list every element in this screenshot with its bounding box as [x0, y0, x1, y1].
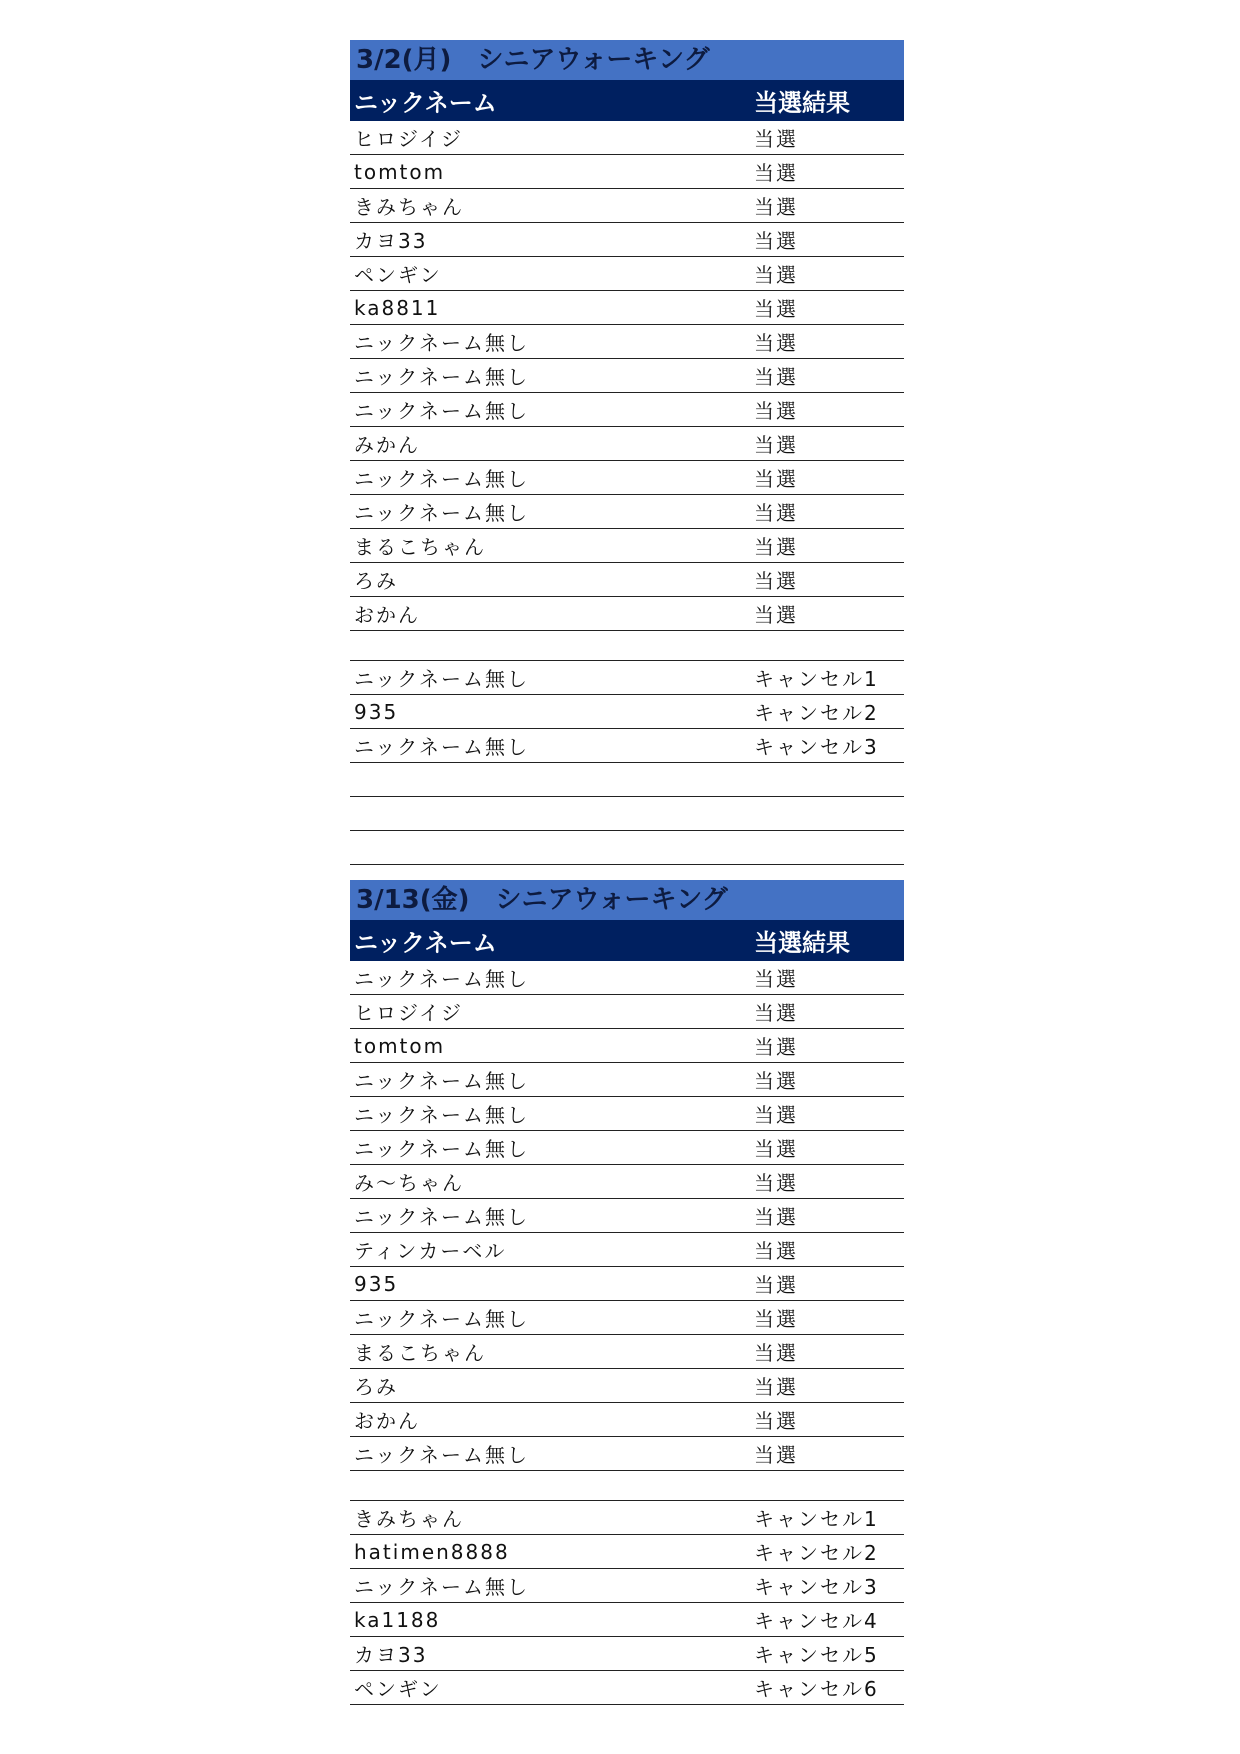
table-row — [350, 1569, 904, 1603]
result-cell: キャンセル1 — [754, 667, 879, 691]
header-nickname: ニックネーム — [354, 89, 497, 117]
nickname-cell: ニックネーム無し — [354, 1443, 529, 1467]
result-cell: 当選 — [754, 1069, 798, 1093]
nickname-cell: ニックネーム無し — [354, 501, 529, 525]
result-cell: 当選 — [754, 127, 798, 151]
winners-list — [350, 961, 904, 1471]
table-row — [350, 427, 904, 461]
nickname-cell: きみちゃん — [354, 1507, 464, 1531]
table-row — [350, 1369, 904, 1403]
result-cell: 当選 — [754, 1205, 798, 1229]
table-row — [350, 831, 904, 865]
table-row — [350, 1535, 904, 1569]
result-cell: 当選 — [754, 1375, 798, 1399]
nickname-cell: ろみ — [354, 1375, 398, 1399]
table-row — [350, 1437, 904, 1471]
nickname-cell: ペンギン — [354, 1677, 442, 1701]
result-cell: キャンセル1 — [754, 1507, 879, 1531]
table-row — [350, 563, 904, 597]
table-row — [350, 661, 904, 695]
header-result: 当選結果 — [754, 929, 850, 957]
result-cell: 当選 — [754, 161, 798, 185]
nickname-cell: カヨ33 — [354, 229, 428, 253]
nickname-cell: tomtom — [354, 159, 446, 184]
nickname-cell: ニックネーム無し — [354, 399, 529, 423]
table-row — [350, 1165, 904, 1199]
table-row — [350, 1603, 904, 1637]
table-row — [350, 1131, 904, 1165]
nickname-cell: ヒロジイジ — [354, 127, 463, 151]
result-cell: 当選 — [754, 263, 798, 287]
result-cell: 当選 — [754, 603, 798, 627]
table-row — [350, 1501, 904, 1535]
result-cell: 当選 — [754, 1307, 798, 1331]
result-cell: 当選 — [754, 1341, 798, 1365]
section-title: 3/13(金) シニアウォーキング — [350, 880, 904, 920]
result-cell: 当選 — [754, 331, 798, 355]
nickname-cell: tomtom — [354, 1033, 446, 1058]
waitlist-list — [350, 661, 904, 865]
table-row — [350, 1199, 904, 1233]
nickname-cell: ニックネーム無し — [354, 735, 529, 759]
nickname-cell: ヒロジイジ — [354, 1001, 463, 1025]
result-cell: 当選 — [754, 195, 798, 219]
lottery-section-mar13 — [350, 880, 904, 1705]
result-cell: キャンセル5 — [754, 1643, 879, 1667]
result-cell: 当選 — [754, 501, 798, 525]
waitlist-list — [350, 1501, 904, 1705]
nickname-cell: おかん — [354, 1409, 420, 1433]
table-row — [350, 729, 904, 763]
nickname-cell: きみちゃん — [354, 195, 464, 219]
table-row — [350, 1403, 904, 1437]
nickname-cell: ニックネーム無し — [354, 1069, 529, 1093]
table-header — [350, 80, 904, 121]
nickname-cell: ニックネーム無し — [354, 1103, 529, 1127]
nickname-cell: hatimen8888 — [354, 1539, 510, 1564]
table-row — [350, 1029, 904, 1063]
table-row — [350, 121, 904, 155]
nickname-cell: みかん — [354, 433, 420, 457]
nickname-cell: ka8811 — [354, 295, 441, 320]
table-row — [350, 695, 904, 729]
table-spacer — [350, 1471, 904, 1501]
nickname-cell: ニックネーム無し — [354, 1575, 529, 1599]
table-row — [350, 995, 904, 1029]
nickname-cell: 935 — [354, 699, 399, 724]
result-cell: 当選 — [754, 297, 798, 321]
table-row — [350, 1063, 904, 1097]
table-row — [350, 155, 904, 189]
nickname-cell: おかん — [354, 603, 420, 627]
table-row — [350, 529, 904, 563]
result-cell: 当選 — [754, 1409, 798, 1433]
table-row — [350, 189, 904, 223]
nickname-cell: み～ちゃん — [354, 1171, 464, 1195]
section-title: 3/2(月) シニアウォーキング — [350, 40, 904, 80]
table-row — [350, 291, 904, 325]
table-row — [350, 797, 904, 831]
nickname-cell: ろみ — [354, 569, 398, 593]
result-cell: 当選 — [754, 1443, 798, 1467]
nickname-cell: ニックネーム無し — [354, 967, 529, 991]
nickname-cell: ニックネーム無し — [354, 365, 529, 389]
table-row — [350, 1671, 904, 1705]
table-row — [350, 223, 904, 257]
table-row — [350, 1335, 904, 1369]
table-row — [350, 1637, 904, 1671]
nickname-cell: まるこちゃん — [354, 535, 486, 559]
nickname-cell: ニックネーム無し — [354, 467, 529, 491]
winners-list — [350, 121, 904, 631]
table-row — [350, 461, 904, 495]
table-row — [350, 763, 904, 797]
result-cell: 当選 — [754, 1171, 798, 1195]
result-cell: 当選 — [754, 433, 798, 457]
result-cell: 当選 — [754, 1035, 798, 1059]
table-spacer — [350, 631, 904, 661]
nickname-cell: 935 — [354, 1271, 399, 1296]
result-cell: 当選 — [754, 467, 798, 491]
result-cell: 当選 — [754, 1273, 798, 1297]
result-cell: 当選 — [754, 229, 798, 253]
nickname-cell: ka1188 — [354, 1607, 441, 1632]
nickname-cell: ニックネーム無し — [354, 667, 529, 691]
result-cell: キャンセル2 — [754, 1541, 879, 1565]
header-result: 当選結果 — [754, 89, 850, 117]
result-cell: 当選 — [754, 1103, 798, 1127]
table-row — [350, 325, 904, 359]
result-cell: キャンセル3 — [754, 1575, 879, 1599]
table-row — [350, 257, 904, 291]
table-row — [350, 393, 904, 427]
table-row — [350, 1233, 904, 1267]
result-cell: キャンセル2 — [754, 701, 879, 725]
nickname-cell: ペンギン — [354, 263, 442, 287]
table-row — [350, 1267, 904, 1301]
result-cell: 当選 — [754, 1239, 798, 1263]
result-cell: 当選 — [754, 967, 798, 991]
table-row — [350, 359, 904, 393]
table-row — [350, 1097, 904, 1131]
table-row — [350, 961, 904, 995]
table-row — [350, 597, 904, 631]
result-cell: 当選 — [754, 365, 798, 389]
result-cell: キャンセル3 — [754, 735, 879, 759]
nickname-cell: ニックネーム無し — [354, 1205, 529, 1229]
result-cell: 当選 — [754, 1137, 798, 1161]
nickname-cell: カヨ33 — [354, 1643, 428, 1667]
lottery-section-mar2 — [350, 40, 904, 865]
nickname-cell: ティンカーベル — [354, 1239, 507, 1263]
nickname-cell: ニックネーム無し — [354, 1137, 529, 1161]
result-cell: 当選 — [754, 399, 798, 423]
result-cell: 当選 — [754, 569, 798, 593]
result-cell: キャンセル4 — [754, 1609, 879, 1633]
nickname-cell: ニックネーム無し — [354, 331, 529, 355]
header-nickname: ニックネーム — [354, 929, 497, 957]
table-header — [350, 920, 904, 961]
table-row — [350, 1301, 904, 1335]
table-row — [350, 495, 904, 529]
result-cell: 当選 — [754, 535, 798, 559]
result-cell: 当選 — [754, 1001, 798, 1025]
result-cell: キャンセル6 — [754, 1677, 879, 1701]
nickname-cell: ニックネーム無し — [354, 1307, 529, 1331]
nickname-cell: まるこちゃん — [354, 1341, 486, 1365]
